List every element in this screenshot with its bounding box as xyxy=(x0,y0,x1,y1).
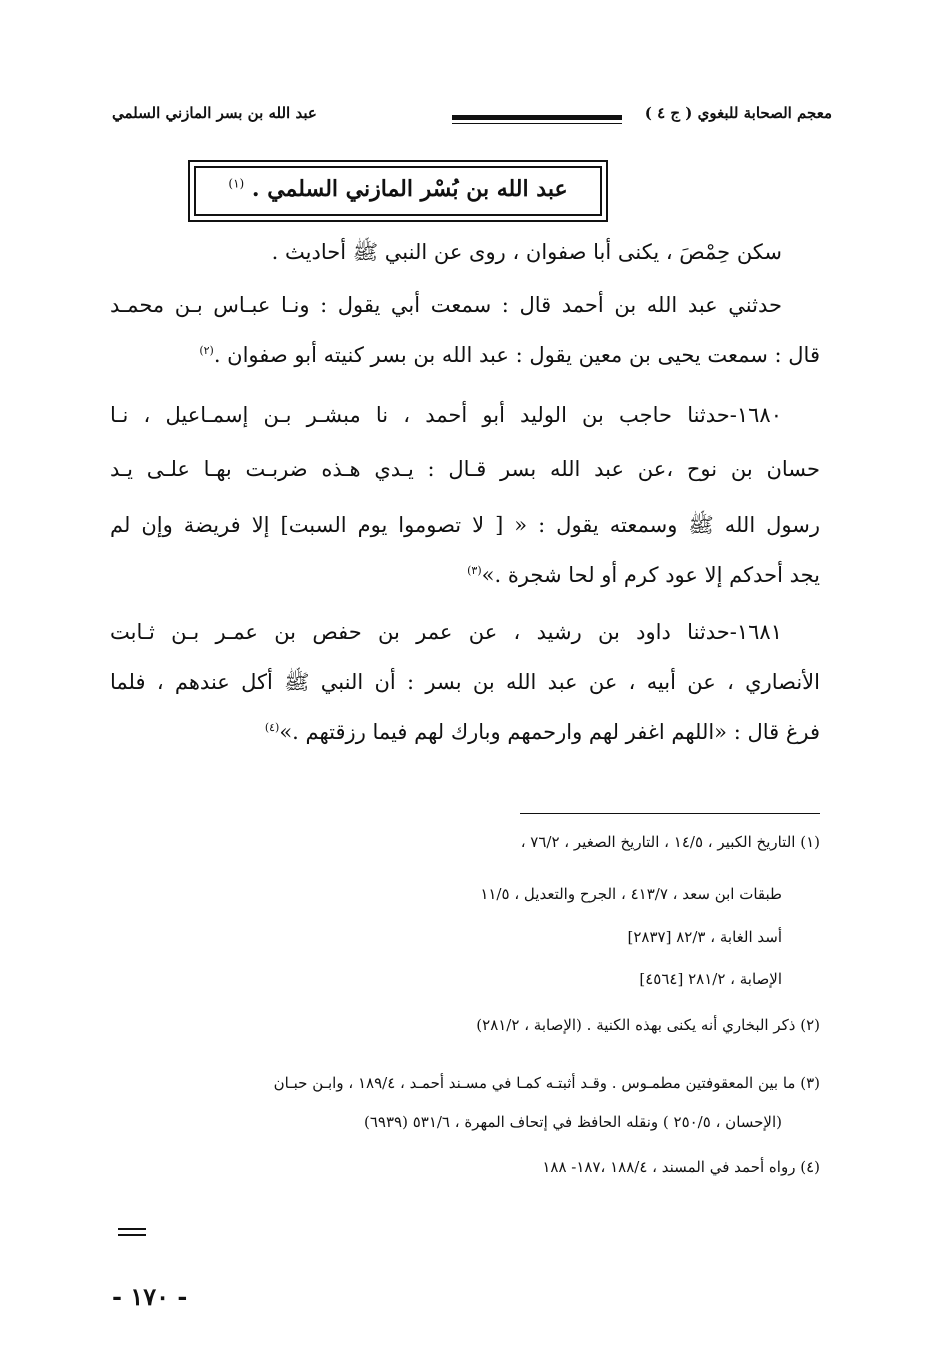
body-line: الأنصاري ، عن أبيه ، عن عبد الله بن بسر : أن النبي ﷺ أكل عندهم ، فلما xyxy=(110,670,820,694)
body-line-text: يجد أحدكم إلا عود كرم أو لحا شجرة .» xyxy=(481,563,820,587)
entry-title-text: عبد الله بن بُسْر المازني السلمي . xyxy=(251,176,568,202)
double-rule-mark xyxy=(118,1228,146,1238)
footnote-ref-2: (٢) xyxy=(199,344,214,357)
body-line-text: قال : سمعت يحيى بن معين يقول : عبد الله بن بسر كنيته أبو صفوان . xyxy=(213,343,820,367)
footnote-separator xyxy=(520,813,820,814)
footnote: أسد الغابة ، ٨٢/٣ [٢٨٣٧] xyxy=(627,928,782,946)
body-line: ١٦٨٠-حدثنا حاجب بن الوليد أبو أحمد ، نا مبشـر بـن إسمـاعيل ، نـا xyxy=(110,403,782,427)
body-line: ١٦٨١-حدثنا داود بن رشيد ، عن عمر بن حفص بن عمـر بـن ثـابت xyxy=(110,620,782,644)
footnote: (١) التاريخ الكبير ، ١٤/٥ ، التاريخ الصغير ، ٧٦/٢ ، xyxy=(520,833,820,851)
footnote: (الإحسان ، ٢٥٠/٥ ) ونقله الحافظ في إتحاف المهرة ، ٥٣١/٦ (٦٩٣٩) xyxy=(363,1113,782,1131)
entry-title-box xyxy=(188,160,608,222)
body-line xyxy=(110,720,820,745)
header-entry-title: عبد الله بن بسر المازني السلمي xyxy=(112,104,317,122)
body-line: حسان بن نوح ،عن عبد الله بسر قـال : يـدي هـذه ضربـت بهـا علـى يـد xyxy=(110,457,820,481)
body-line: حدثني عبد الله بن أحمد قال : سمعت أبي يقول : ونـا عبـاس بـن محمـد xyxy=(110,293,782,317)
footnote: الإصابة ، ٢٨١/٢ [٤٥٦٤] xyxy=(639,970,782,988)
footnote: طبقات ابن سعد ، ٤١٣/٧ ، الجرح والتعديل ، ١١/٥ xyxy=(480,885,782,903)
footnote: (٣) ما بين المعقوفتين مطمـوس . وقـد أثبتـه كمـا في مسـند أحمـد ، ١٨٩/٤ ، وابـن حبـان xyxy=(273,1074,820,1092)
footnote: (٤) رواه أحمد في المسند ، ١٨٨/٤ ،١٨٧- ١٨٨ xyxy=(542,1158,820,1176)
footnote: (٢) ذكر البخاري أنه يكنى بهذه الكنية . (الإصابة ، ٢٨١/٢) xyxy=(476,1016,820,1034)
page-number: - ١٧٠ - xyxy=(112,1282,188,1311)
book-title: معجم الصحابة للبغوي ( ج ٤ ) xyxy=(644,104,832,122)
body-line: رسول الله ﷺ وسمعته يقول : « [ لا تصوموا يوم السبت] إلا فريضة وإن لم xyxy=(110,513,820,537)
entry-title xyxy=(190,176,606,202)
header-rule xyxy=(452,115,622,120)
body-line: سكن حِمْصَ ، يكنى أبا صفوان ، روى عن النبي ﷺ أحاديث . xyxy=(271,240,782,264)
footnote-ref-1: (١) xyxy=(228,176,245,191)
footnote-ref-3: (٣) xyxy=(467,564,482,577)
body-line-text: فرغ قال : «اللهم اغفر لهم وارحمهم وبارك لهم فيما رزقتهم .» xyxy=(279,720,820,744)
body-line xyxy=(110,343,820,368)
running-header xyxy=(112,104,832,134)
body-line xyxy=(110,563,820,588)
footnote-ref-4: (٤) xyxy=(264,721,280,734)
